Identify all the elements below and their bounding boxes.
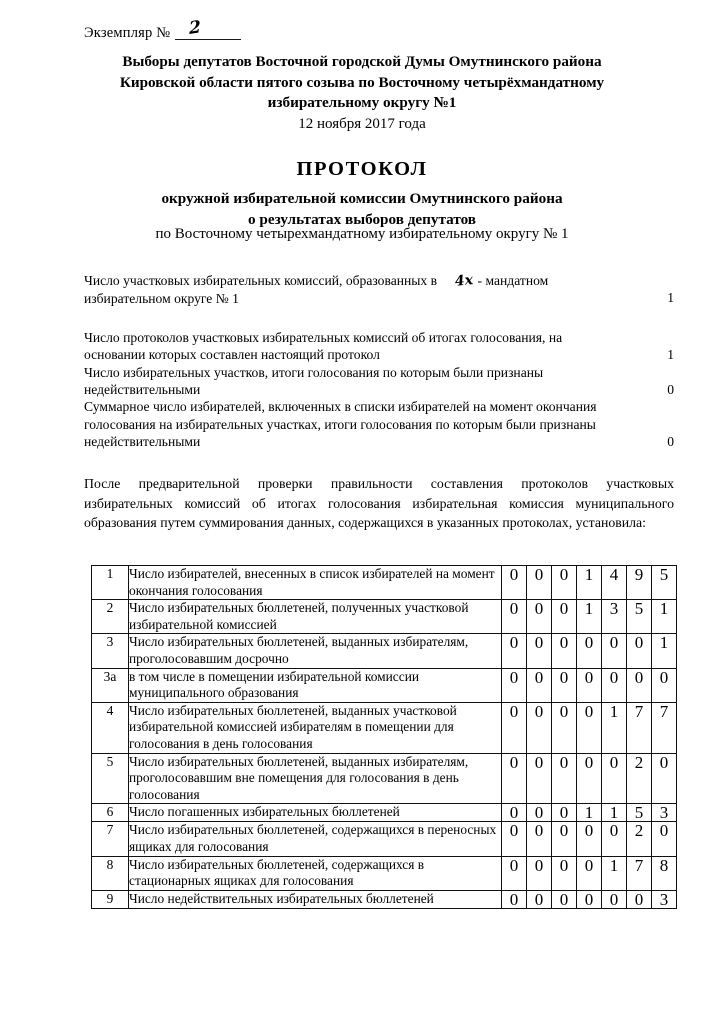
info-statement-1-value: 1 — [667, 290, 674, 305]
row-label-cell: Число избирательных бюллетеней, полученных участковой избирательной комиссией — [129, 600, 502, 634]
table-row — [92, 702, 677, 753]
digit-cell: 0 — [627, 634, 652, 668]
digit-cell: 1 — [652, 600, 677, 634]
digit-cell: 0 — [552, 822, 577, 856]
digit-cell: 0 — [527, 804, 552, 822]
info-statement-1-text — [84, 272, 614, 308]
digit-cell: 7 — [627, 702, 652, 753]
digit-cell: 0 — [577, 856, 602, 890]
digit-cell: 0 — [627, 668, 652, 702]
page-title: ПРОТОКОЛ — [296, 158, 428, 180]
row-number-cell: 3 — [92, 634, 129, 668]
row-number-cell: 9 — [92, 890, 129, 908]
results-table — [91, 565, 677, 909]
protocol-subtitle-line-1: окружной избирательной комиссии Омутнинского района — [161, 190, 563, 207]
digit-cell: 0 — [577, 890, 602, 908]
digit-cell: 1 — [577, 600, 602, 634]
digit-cell: 0 — [527, 600, 552, 634]
row-label-cell: Число избирательных бюллетеней, содержащихся в переносных ящиках для голосования — [129, 822, 502, 856]
election-title-line-3: избирательному округу №1 — [267, 94, 457, 111]
info-statement-4-text: Суммарное число избирателей, включенных в списки избирателей на момент окончания голосования на избирательных участках, итоги голосования по которым были признаны недействительными — [84, 399, 597, 450]
digit-cell: 8 — [652, 856, 677, 890]
info-statement-4 — [84, 398, 674, 450]
digit-cell: 3 — [652, 804, 677, 822]
digit-cell: 0 — [652, 753, 677, 804]
digit-cell: 0 — [652, 668, 677, 702]
digit-cell: 0 — [527, 822, 552, 856]
digit-cell: 7 — [652, 702, 677, 753]
table-row — [92, 600, 677, 634]
digit-cell: 0 — [577, 822, 602, 856]
row-number-cell: 2 — [92, 600, 129, 634]
digit-cell: 0 — [502, 804, 527, 822]
digit-cell: 5 — [627, 600, 652, 634]
row-label-cell: Число избирателей, внесенных в список избирателей на момент окончания голосования — [129, 566, 502, 600]
row-label-cell: Число недействительных избирательных бюллетеней — [129, 890, 502, 908]
row-number-cell: 6 — [92, 804, 129, 822]
table-row — [92, 634, 677, 668]
table-row — [92, 890, 677, 908]
info-statements — [84, 272, 674, 451]
digit-cell: 5 — [627, 804, 652, 822]
digit-cell: 0 — [502, 822, 527, 856]
digit-cell: 0 — [527, 856, 552, 890]
row-label-cell: Число избирательных бюллетеней, выданных избирателям, проголосовавшим досрочно — [129, 634, 502, 668]
info-statement-3-value: 0 — [667, 381, 674, 397]
digit-cell: 3 — [602, 600, 627, 634]
summary-paragraph: После предварительной проверки правильности составления протоколов участковых избирательных комиссий об итогах голосования избирательная комиссия муниципального образования путем суммирования данных, содержащихся в указанных протоколах, установила: — [84, 476, 674, 531]
digit-cell: 2 — [627, 753, 652, 804]
digit-cell: 1 — [652, 634, 677, 668]
row-label-cell: Число избирательных бюллетеней, выданных избирателям, проголосовавшим вне помещения для голосования в день голосования — [129, 753, 502, 804]
digit-cell: 0 — [652, 822, 677, 856]
digit-cell: 0 — [552, 668, 577, 702]
digit-cell: 7 — [627, 856, 652, 890]
election-title-line-1: Выборы депутатов Восточной городской Думы Омутнинского района — [122, 53, 602, 70]
digit-cell: 0 — [552, 634, 577, 668]
digit-cell: 0 — [552, 566, 577, 600]
digit-cell: 0 — [602, 822, 627, 856]
protocol-subtitle — [50, 188, 674, 230]
digit-cell: 0 — [627, 890, 652, 908]
row-number-cell: 4 — [92, 702, 129, 753]
info-statement-4-value: 0 — [667, 434, 674, 450]
copy-number-handwritten-value: 2 — [188, 17, 202, 39]
digit-cell: 0 — [552, 890, 577, 908]
digit-cell: 9 — [627, 566, 652, 600]
info-statement-1-text-before: Число участковых избирательных комиссий, образованных в — [84, 273, 438, 288]
digit-cell: 0 — [502, 753, 527, 804]
digit-cell: 0 — [502, 600, 527, 634]
row-label-cell: Число избирательных бюллетеней, выданных участковой избирательной комиссией избирателям в помещении для голосования в день голосования — [129, 702, 502, 753]
digit-cell: 2 — [627, 822, 652, 856]
digit-cell: 0 — [502, 890, 527, 908]
digit-cell: 1 — [602, 702, 627, 753]
digit-cell: 0 — [502, 856, 527, 890]
info-statement-2-text: Число протоколов участковых избирательных комиссий об итогах голосования, на основании которых составлен настоящий протокол — [84, 329, 563, 363]
digit-cell: 5 — [652, 566, 677, 600]
row-number-cell: 1 — [92, 566, 129, 600]
digit-cell: 1 — [602, 804, 627, 822]
spacer-1 — [84, 308, 674, 329]
info-statement-1 — [84, 272, 674, 308]
digit-cell: 0 — [602, 634, 627, 668]
digit-cell: 1 — [577, 804, 602, 822]
digit-cell: 0 — [502, 668, 527, 702]
copy-number-blank — [175, 17, 241, 40]
digit-cell: 1 — [577, 566, 602, 600]
digit-cell: 0 — [577, 668, 602, 702]
results-table-body — [92, 566, 677, 909]
copy-number-line — [84, 17, 241, 42]
row-number-cell: 7 — [92, 822, 129, 856]
table-row — [92, 822, 677, 856]
digit-cell: 0 — [602, 890, 627, 908]
table-row — [92, 856, 677, 890]
digit-cell: 0 — [602, 753, 627, 804]
copy-number-label: Экземпляр № — [84, 25, 171, 41]
table-row — [92, 668, 677, 702]
protocol-subtitle-line-2: о результатах выборов депутатов — [247, 211, 477, 228]
digit-cell: 0 — [577, 753, 602, 804]
protocol-district-line: по Восточному четырехмандатному избирательному округу № 1 — [155, 226, 569, 242]
digit-cell: 0 — [577, 634, 602, 668]
election-date: 12 ноября 2017 года — [298, 116, 426, 132]
row-number-cell: 8 — [92, 856, 129, 890]
digit-cell: 0 — [552, 600, 577, 634]
row-label-cell: в том числе в помещении избирательной комиссии муниципального образования — [129, 668, 502, 702]
info-statement-3 — [84, 364, 674, 399]
digit-cell: 3 — [652, 890, 677, 908]
row-number-cell: 5 — [92, 753, 129, 804]
digit-cell: 0 — [527, 753, 552, 804]
info-statement-3-text: Число избирательных участков, итоги голосования по которым были признаны недействительными — [84, 364, 544, 398]
digit-cell: 0 — [502, 702, 527, 753]
digit-cell: 1 — [602, 856, 627, 890]
digit-cell: 0 — [502, 634, 527, 668]
election-title — [50, 52, 674, 114]
digit-cell: 0 — [552, 753, 577, 804]
row-label-cell: Число погашенных избирательных бюллетеней — [129, 804, 502, 822]
digit-cell: 4 — [602, 566, 627, 600]
digit-cell: 0 — [527, 566, 552, 600]
digit-cell: 0 — [552, 856, 577, 890]
digit-cell: 0 — [527, 890, 552, 908]
digit-cell: 0 — [602, 668, 627, 702]
digit-cell: 0 — [552, 702, 577, 753]
table-row — [92, 753, 677, 804]
digit-cell: 0 — [527, 668, 552, 702]
row-label-cell: Число избирательных бюллетеней, содержащихся в стационарных ящиках для голосования — [129, 856, 502, 890]
digit-cell: 0 — [527, 702, 552, 753]
digit-cell: 0 — [577, 702, 602, 753]
digit-cell: 0 — [552, 804, 577, 822]
election-title-line-2: Кировской области пятого созыва по Восточному четырёхмандатному — [119, 73, 605, 91]
row-number-cell: 3а — [92, 668, 129, 702]
digit-cell: 0 — [502, 566, 527, 600]
info-statement-2-value: 1 — [667, 346, 674, 362]
info-statement-1-text-after: - мандатном избирательном округе № 1 — [84, 273, 549, 307]
info-statement-1-handwritten: 4х — [454, 272, 474, 290]
info-statement-2 — [84, 329, 674, 364]
digit-cell: 0 — [527, 634, 552, 668]
table-row — [92, 566, 677, 600]
table-row — [92, 804, 677, 822]
